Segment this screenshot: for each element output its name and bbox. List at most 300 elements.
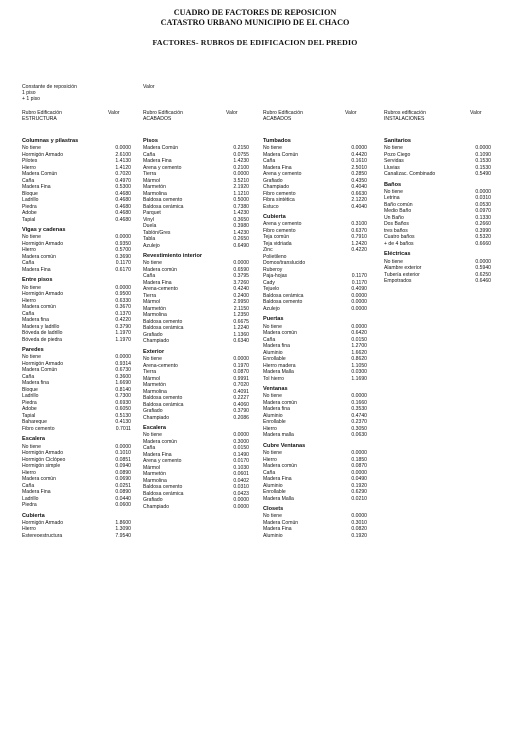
factor-name: Azulejo xyxy=(263,305,280,312)
factor-value: 0.6170 xyxy=(115,266,131,273)
section-title: Eléctricas xyxy=(384,251,411,258)
factor-name: Caña xyxy=(22,310,35,317)
factor-name: Tol hierro xyxy=(263,375,284,382)
factor-name: Fibra sintética xyxy=(263,197,295,204)
factor-name: + de 4 baños xyxy=(384,240,414,247)
factor-value: 0.4040 xyxy=(351,184,367,191)
factor-value: 0.2850 xyxy=(351,171,367,178)
factor-section xyxy=(263,316,367,382)
factor-name: No tiene xyxy=(143,260,162,267)
factor-section xyxy=(143,253,249,345)
factor-value: 0.0755 xyxy=(233,151,249,158)
factor-row xyxy=(143,338,249,345)
factor-name: Mármol xyxy=(143,177,160,184)
factor-value: 0.3100 xyxy=(351,221,367,228)
factor-value: 0.2227 xyxy=(233,395,249,402)
factor-name: No tiene xyxy=(263,393,282,400)
factor-value: 0.6290 xyxy=(351,489,367,496)
factor-value: 0.0300 xyxy=(351,369,367,376)
factor-row xyxy=(22,217,131,224)
factor-value: 0.4240 xyxy=(233,286,249,293)
factor-row xyxy=(384,241,491,248)
factor-name: Madera fina xyxy=(22,380,49,387)
factor-value: 0.3000 xyxy=(233,438,249,445)
factor-name: Enrollable xyxy=(263,489,286,496)
col4-header-rubro: Rubros edificación xyxy=(384,110,426,116)
factor-name: Tapial xyxy=(22,216,36,223)
factor-row xyxy=(143,504,249,511)
factor-name: Madera común xyxy=(22,304,56,311)
factor-value: 0.8620 xyxy=(351,356,367,363)
constante-label: Constante de reposición xyxy=(22,84,77,90)
factor-name: Hormigón Armado xyxy=(22,151,64,158)
factor-value: 0.2100 xyxy=(233,164,249,171)
factor-value: 0.4040 xyxy=(351,203,367,210)
factor-value: 0.3790 xyxy=(115,323,131,330)
factor-section xyxy=(22,227,131,273)
factor-name: Hierro xyxy=(22,297,36,304)
factor-section xyxy=(143,349,249,421)
factor-name: Caña xyxy=(263,336,276,343)
factor-name: Caña xyxy=(263,469,276,476)
factor-value: 0.2086 xyxy=(233,414,249,421)
factor-value: 0.4970 xyxy=(115,177,131,184)
factor-value: 0.0251 xyxy=(115,482,131,489)
col3-header-rubro: Rubro Edificación xyxy=(263,110,303,116)
factor-name: No tiene xyxy=(384,145,403,152)
factor-row xyxy=(263,533,367,540)
factor-value: 0.0000 xyxy=(233,260,249,267)
factor-value: 0.4740 xyxy=(351,412,367,419)
factor-value: 0.3600 xyxy=(115,373,131,380)
factor-section xyxy=(22,436,131,508)
factor-value: 0.0000 xyxy=(351,450,367,457)
factor-value: 2.1920 xyxy=(233,184,249,191)
factor-value: 0.1090 xyxy=(475,151,491,158)
factor-name: Caña xyxy=(143,445,156,452)
factor-section xyxy=(384,138,491,178)
factor-name: Medio Baño xyxy=(384,208,412,215)
factor-name: Madera malla xyxy=(263,432,294,439)
factor-value: 0.9314 xyxy=(115,360,131,367)
factor-value: 0.3050 xyxy=(351,425,367,432)
factor-value: 1.8600 xyxy=(115,519,131,526)
factor-value: 0.5940 xyxy=(475,265,491,272)
factor-name: Madera Fina xyxy=(263,476,292,483)
factor-name: Madera Común xyxy=(22,171,58,178)
factor-value: 0.6370 xyxy=(351,227,367,234)
factor-name: Madera Fina xyxy=(22,266,51,273)
col4-header-valor: Valor xyxy=(470,110,482,116)
factor-value: 0.1170 xyxy=(351,273,367,280)
factor-value: 0.9991 xyxy=(233,375,249,382)
factor-name: Ladrillo xyxy=(22,495,39,502)
factor-value: 0.0000 xyxy=(115,145,131,152)
factor-value: 0.6490 xyxy=(233,242,249,249)
factor-name: No tiene xyxy=(22,443,41,450)
factor-value: 0.0890 xyxy=(115,469,131,476)
factor-value: 0.4680 xyxy=(115,216,131,223)
factor-name: Paja-hojas xyxy=(263,273,288,280)
factor-name: Mármol xyxy=(143,375,160,382)
factor-name: Madera fina xyxy=(263,406,290,413)
factor-value: 0.6460 xyxy=(475,278,491,285)
factor-name: Tablón/Gres xyxy=(143,229,171,236)
factor-name: Arena y cemento xyxy=(143,458,182,465)
factor-value: 0.1170 xyxy=(115,260,131,267)
factor-value: 0.0851 xyxy=(115,456,131,463)
factor-value: 0.4130 xyxy=(115,419,131,426)
factor-value: 0.4680 xyxy=(115,197,131,204)
factor-name: Baldosa cemento xyxy=(143,484,183,491)
factor-value: 0.1850 xyxy=(351,456,367,463)
factor-name: Tierra xyxy=(143,369,157,376)
factor-value: 0.6050 xyxy=(115,406,131,413)
factor-row xyxy=(22,337,131,344)
factor-name: Madera Fina xyxy=(22,489,51,496)
factor-name: No tiene xyxy=(22,234,41,241)
factor-name: No tiene xyxy=(263,513,282,520)
factor-name: Hormigón Armado xyxy=(22,450,64,457)
factor-value: 0.1530 xyxy=(475,158,491,165)
factor-name: Hormigón Armado xyxy=(22,240,64,247)
factor-value: 0.3650 xyxy=(233,216,249,223)
factor-name: Grafiado xyxy=(143,497,163,504)
factor-name: Duela xyxy=(143,223,157,230)
factor-value: 1.1050 xyxy=(351,362,367,369)
col1-header-rubro: Rubro Edificación xyxy=(22,110,62,116)
acabados-column-2 xyxy=(263,138,367,539)
factor-name: Madera Fina xyxy=(22,184,51,191)
factor-value: 0.1660 xyxy=(351,399,367,406)
factor-name: Cady xyxy=(263,279,275,286)
factor-name: Empotrados xyxy=(384,278,412,285)
factor-name: No tiene xyxy=(143,356,162,363)
factor-value: 0.7300 xyxy=(115,393,131,400)
factor-value: 0.6675 xyxy=(233,318,249,325)
factor-name: Madera común xyxy=(143,438,177,445)
factor-name: Mármol xyxy=(143,299,160,306)
factor-name: Hierro xyxy=(263,456,277,463)
factor-value: 1.1690 xyxy=(351,375,367,382)
factor-name: Caña xyxy=(143,273,156,280)
factor-value: 0.0000 xyxy=(351,145,367,152)
factor-name: Tejuelo xyxy=(263,286,280,293)
factor-name: Grafiado xyxy=(263,177,283,184)
col4-header-cat: INSTALACIONES xyxy=(384,116,425,122)
section-title: Baños xyxy=(384,181,402,188)
factor-row xyxy=(22,533,131,540)
factor-name: Baldosa cerámica xyxy=(143,203,184,210)
factor-name: Arena-cemento xyxy=(143,286,178,293)
acabados-column-1 xyxy=(143,138,249,510)
factor-name: Baldosa cerámica xyxy=(143,325,184,332)
factor-value: 0.0000 xyxy=(115,284,131,291)
factor-name: Ruberoy xyxy=(263,266,283,273)
factor-value: 0.4680 xyxy=(115,203,131,210)
factor-value: 0.7020 xyxy=(233,382,249,389)
factor-section xyxy=(263,138,367,210)
factor-row xyxy=(263,204,367,211)
factor-value: 1.4120 xyxy=(115,164,131,171)
factor-value: 0.1170 xyxy=(351,279,367,286)
factor-name: Zinc xyxy=(263,247,273,254)
factor-name: Hierro xyxy=(22,526,36,533)
factor-name: Marmolina xyxy=(143,312,167,319)
factor-name: Aluminio xyxy=(263,349,283,356)
factor-value: 0.4091 xyxy=(233,388,249,395)
factor-value: 0.1920 xyxy=(351,532,367,539)
factor-row xyxy=(263,306,367,313)
constante-valor-label: Valor xyxy=(143,84,155,90)
factor-section xyxy=(143,138,249,249)
factor-value: 0.0000 xyxy=(233,171,249,178)
section-title: Columnas y pilastras xyxy=(22,138,79,144)
factor-value: 0.0000 xyxy=(233,356,249,363)
factor-section xyxy=(143,425,249,510)
factor-value: 0.0210 xyxy=(351,495,367,502)
factor-value: 0.6330 xyxy=(115,297,131,304)
factor-value: 0.0000 xyxy=(115,354,131,361)
title-line-2: CATASTRO URBANO MUNICIPIO DE EL CHACO xyxy=(160,18,350,27)
factor-value: 0.4680 xyxy=(115,210,131,217)
factor-name: Tapial xyxy=(22,412,36,419)
factor-value: 0.0000 xyxy=(351,323,367,330)
factor-name: Madera Fina xyxy=(143,279,172,286)
factor-value: 0.7011 xyxy=(115,425,131,432)
factor-name: Enrollable xyxy=(263,419,286,426)
factor-value: 0.5300 xyxy=(115,184,131,191)
factor-row xyxy=(263,376,367,383)
section-title: Puertas xyxy=(263,316,284,323)
factor-value: 0.0000 xyxy=(351,513,367,520)
factor-name: Estereoestructura xyxy=(22,532,63,539)
factor-value: 1.2240 xyxy=(233,325,249,332)
factor-value: 0.0423 xyxy=(233,490,249,497)
factor-value: 0.0000 xyxy=(351,299,367,306)
factor-value: 0.1610 xyxy=(351,158,367,165)
factor-name: Madera Común xyxy=(22,367,58,374)
factor-name: Baldosa cemento xyxy=(143,395,183,402)
factor-name: Madera Malla xyxy=(263,495,294,502)
factor-name: Fibro cemento xyxy=(22,425,55,432)
factor-value: 0.0970 xyxy=(475,208,491,215)
factor-name: Madera fina xyxy=(263,343,290,350)
factor-value: 0.6590 xyxy=(233,266,249,273)
factor-value: 0.0870 xyxy=(233,369,249,376)
factor-value: 0.6660 xyxy=(475,240,491,247)
document-title xyxy=(0,8,510,28)
factor-name: Grafiado xyxy=(143,408,163,415)
section-title: Paredes xyxy=(22,347,44,354)
factor-section xyxy=(22,138,131,223)
factor-name: Madera Fina xyxy=(263,164,292,171)
factor-value: 0.2370 xyxy=(351,419,367,426)
factor-name: Bloque xyxy=(22,386,38,393)
factor-name: Champiado xyxy=(143,414,170,421)
factor-name: Estuco xyxy=(263,203,279,210)
factor-name: Madera Fina xyxy=(143,451,172,458)
factor-row xyxy=(384,171,491,178)
factor-name: Hormigón Armado xyxy=(22,291,64,298)
factor-row xyxy=(22,426,131,433)
factor-name: Madera común xyxy=(143,266,177,273)
factor-value: 1.1360 xyxy=(233,331,249,338)
factor-name: Marmetón xyxy=(143,382,166,389)
factor-section xyxy=(263,443,367,502)
factor-row xyxy=(263,432,367,439)
factor-value: 0.1920 xyxy=(351,482,367,489)
title-line-1: CUADRO DE FACTORES DE REPOSICION xyxy=(173,8,337,17)
factor-value: 0.1330 xyxy=(475,214,491,221)
factor-name: Madera común xyxy=(263,399,297,406)
section-title: Cubierta xyxy=(263,214,286,221)
factor-name: Caña xyxy=(263,158,276,165)
section-title: Exterior xyxy=(143,348,165,355)
factor-name: Hormigón Armado xyxy=(22,519,64,526)
factor-name: Piedra xyxy=(22,399,37,406)
factor-name: No tiene xyxy=(22,284,41,291)
factor-name: Aluminio xyxy=(263,482,283,489)
factor-value: 0.0690 xyxy=(115,476,131,483)
factor-name: Baldosa cerámica xyxy=(263,292,304,299)
factor-name: Domos/translucido xyxy=(263,260,306,267)
factor-name: Hierro xyxy=(22,469,36,476)
factor-value: 0.5700 xyxy=(115,247,131,254)
factor-name: Enrollable xyxy=(263,356,286,363)
factor-value: 0.1490 xyxy=(233,451,249,458)
factor-name: Piedra xyxy=(22,203,37,210)
factor-name: No tiene xyxy=(22,145,41,152)
factor-value: 0.2150 xyxy=(233,145,249,152)
factor-value: 2.9950 xyxy=(233,299,249,306)
factor-name: Baldosa cerámica xyxy=(143,490,184,497)
factor-row xyxy=(263,496,367,503)
factor-name: Aluminio xyxy=(263,532,283,539)
factor-section xyxy=(263,506,367,539)
factor-name: Alambre exterior xyxy=(384,265,422,272)
factor-value: 0.0440 xyxy=(115,495,131,502)
factor-name: Arena y cemento xyxy=(263,221,302,228)
factor-section xyxy=(22,277,131,343)
factor-name: Letrina xyxy=(384,195,400,202)
factor-name: Madera Fina xyxy=(263,526,292,533)
factor-value: 0.3010 xyxy=(351,519,367,526)
col2-header-rubro: Rubro Edificación xyxy=(143,110,183,116)
factor-row xyxy=(143,243,249,250)
factor-section xyxy=(384,251,491,284)
factor-name: Marmetón xyxy=(143,305,166,312)
section-title: Cubierta xyxy=(22,512,45,519)
factor-name: Mármol xyxy=(143,464,160,471)
factor-value: 0.4350 xyxy=(351,177,367,184)
factor-name: Ladrillo xyxy=(22,393,39,400)
factor-value: 1.1210 xyxy=(233,190,249,197)
factor-name: Champiado xyxy=(143,503,170,510)
col3-header-cat: ACABADOS xyxy=(263,116,292,122)
factor-value: 2.1220 xyxy=(351,197,367,204)
factor-value: 0.5490 xyxy=(475,171,491,178)
factor-name: Baldosa cemento xyxy=(143,197,183,204)
factor-value: 0.0310 xyxy=(233,484,249,491)
factor-value: 0.1370 xyxy=(115,310,131,317)
factor-value: 0.7380 xyxy=(233,203,249,210)
factor-value: 0.6630 xyxy=(351,190,367,197)
factor-name: Teja vidriada xyxy=(263,240,292,247)
factor-name: Lluvias xyxy=(384,164,400,171)
factor-name: Champiado xyxy=(143,338,170,345)
factor-value: 2.6100 xyxy=(115,151,131,158)
factor-name: Fibro cemento xyxy=(263,227,296,234)
factor-value: 0.1530 xyxy=(475,164,491,171)
factor-name: Madera común xyxy=(263,330,297,337)
factor-value: 0.8140 xyxy=(115,386,131,393)
factor-value: 0.3790 xyxy=(233,408,249,415)
factor-name: Un Baño xyxy=(384,214,404,221)
factor-value: 0.0310 xyxy=(475,195,491,202)
factor-value: 0.4680 xyxy=(115,190,131,197)
factor-row xyxy=(384,278,491,285)
factor-name: Baldosa cemento xyxy=(263,299,303,306)
factor-value: 0.6250 xyxy=(475,271,491,278)
factor-section xyxy=(22,347,131,432)
factor-value: 0.0000 xyxy=(233,432,249,439)
factor-name: Hierro xyxy=(263,425,277,432)
factor-name: Madera Común xyxy=(143,145,179,152)
factor-value: 0.0870 xyxy=(351,463,367,470)
factor-name: Madera Común xyxy=(263,519,299,526)
section-title: Revestimiento interior xyxy=(143,253,203,260)
factor-name: Cuatro baños xyxy=(384,234,415,241)
section-title: Vigas y cadenas xyxy=(22,227,66,234)
factor-value: 0.0000 xyxy=(475,145,491,152)
factor-value: 0.9350 xyxy=(115,240,131,247)
factor-name: Teja común xyxy=(263,234,290,241)
factor-name: Polietileno xyxy=(263,253,287,260)
factor-name: Ladrillo xyxy=(22,197,39,204)
factor-name: Bóveda de ladrillo xyxy=(22,330,63,337)
factor-value: 1.2420 xyxy=(351,240,367,247)
factor-name: No tiene xyxy=(263,145,282,152)
factor-name: Champiado xyxy=(263,184,290,191)
factor-value: 0.5320 xyxy=(475,234,491,241)
factor-name: Fibro cemento xyxy=(263,190,296,197)
factor-value: 0.0490 xyxy=(351,476,367,483)
factor-value: 0.0000 xyxy=(233,503,249,510)
factor-value: 0.0150 xyxy=(351,336,367,343)
factor-value: 0.3795 xyxy=(233,273,249,280)
factor-name: Dos Baños xyxy=(384,221,409,228)
factor-name: Vinyl xyxy=(143,216,154,223)
factor-section xyxy=(22,513,131,540)
factor-name: tres baños xyxy=(384,227,408,234)
factor-name: Caña xyxy=(22,177,35,184)
factor-value: 1.1970 xyxy=(115,336,131,343)
factor-name: Arena-cemento xyxy=(143,362,178,369)
factor-value: 0.3670 xyxy=(115,304,131,311)
factor-value: 0.4060 xyxy=(233,401,249,408)
factor-name: Servidas xyxy=(384,158,404,165)
factor-name: Hormigón simple xyxy=(22,463,61,470)
factor-name: Caña xyxy=(143,151,156,158)
factor-name: Bóveda de piedra xyxy=(22,336,62,343)
section-title: Entre pisos xyxy=(22,277,53,284)
factor-section xyxy=(263,386,367,439)
factor-value: 0.4090 xyxy=(351,286,367,293)
section-title: Escalera xyxy=(143,425,167,432)
col2-header-cat: ACABADOS xyxy=(143,116,172,122)
factor-value: 2.1150 xyxy=(233,305,249,312)
